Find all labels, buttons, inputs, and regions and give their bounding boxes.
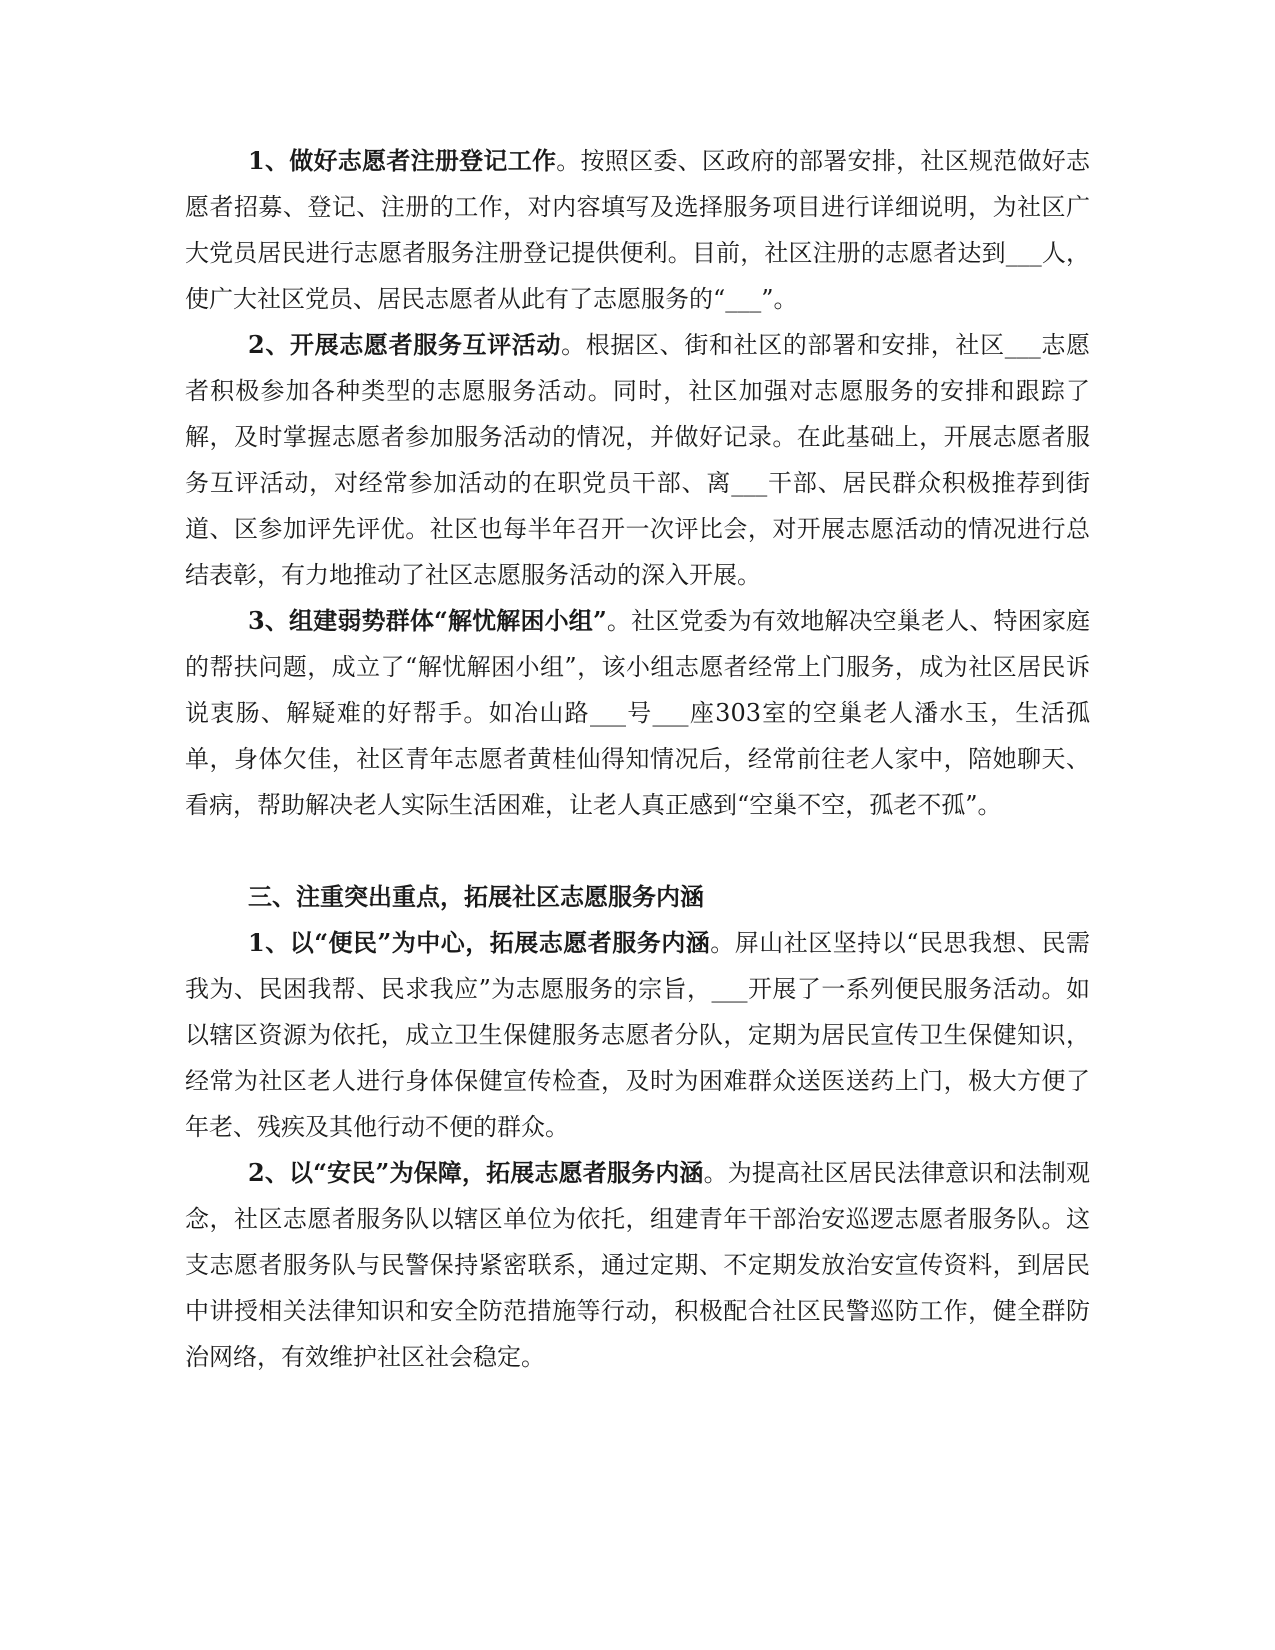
paragraph-volunteer-registration	[185, 138, 1090, 322]
paragraph-lead: 2、以“安民”为保障，拓展志愿者服务内涵	[248, 1158, 704, 1187]
paragraph-lead: 3、组建弱势群体“解忧解困小组”	[248, 606, 607, 635]
paragraph-lead: 1、以“便民”为中心，拓展志愿者服务内涵	[248, 928, 711, 957]
paragraph-relief-group	[185, 598, 1090, 828]
paragraph-body: 。为提高社区居民法律意识和法制观念，社区志愿者服务队以辖区单位为依托，组建青年干部治安巡逻志愿者服务队。这支志愿者服务队与民警保持紧密联系，通过定期、不定期发放治安宣传资料，到居民中讲授相关法律知识和安全防范措施等行动，积极配合社区民警巡防工作，健全群防治网络，有效维护社区社会稳定。	[185, 1159, 1090, 1371]
paragraph-mutual-evaluation	[185, 322, 1090, 598]
section-heading: 三、注重突出重点，拓展社区志愿服务内涵	[248, 882, 704, 911]
paragraph-body: 。按照区委、区政府的部署安排，社区规范做好志愿者招募、登记、注册的工作，对内容填写及选择服务项目进行详细说明，为社区广大党员居民进行志愿者服务注册登记提供便利。目前，社区注册的志愿者达到___人，使广大社区党员、居民志愿者从此有了志愿服务的“___”。	[185, 147, 1091, 313]
paragraph-body: 。社区党委为有效地解决空巢老人、特困家庭的帮扶问题，成立了“解忧解困小组”，该小组志愿者经常上门服务，成为社区居民诉说衷肠、解疑难的好帮手。如冶山路___号___座303室的空巢老人潘水玉，生活孤单，身体欠佳，社区青年志愿者黄桂仙得知情况后，经常前往老人家中，陪她聊天、看病，帮助解决老人实际生活困难，让老人真正感到“空巢不空，孤老不孤”。	[185, 607, 1090, 819]
paragraph-body: 。根据区、街和社区的部署和安排，社区___志愿者积极参加各种类型的志愿服务活动。同时，社区加强对志愿服务的安排和跟踪了解，及时掌握志愿者参加服务活动的情况，并做好记录。在此基础上，开展志愿者服务互评活动，对经常参加活动的在职党员干部、离___干部、居民群众积极推荐到街道、区参加评先评优。社区也每半年召开一次评比会，对开展志愿活动的情况进行总结表彰，有力地推动了社区志愿服务活动的深入开展。	[185, 331, 1090, 589]
paragraph-body: 。屏山社区坚持以“民思我想、民需我为、民困我帮、民求我应”为志愿服务的宗旨，___开展了一系列便民服务活动。如以辖区资源为依托，成立卫生保健服务志愿者分队，定期为居民宣传卫生保健知识，经常为社区老人进行身体保健宣传检查，及时为困难群众送医送药上门，极大方便了年老、残疾及其他行动不便的群众。	[185, 929, 1090, 1141]
paragraph-convenience-service	[185, 920, 1090, 1150]
paragraph-lead: 1、做好志愿者注册登记工作	[248, 146, 557, 175]
paragraph-security-service	[185, 1150, 1090, 1380]
paragraph-lead: 2、开展志愿者服务互评活动	[248, 330, 562, 359]
